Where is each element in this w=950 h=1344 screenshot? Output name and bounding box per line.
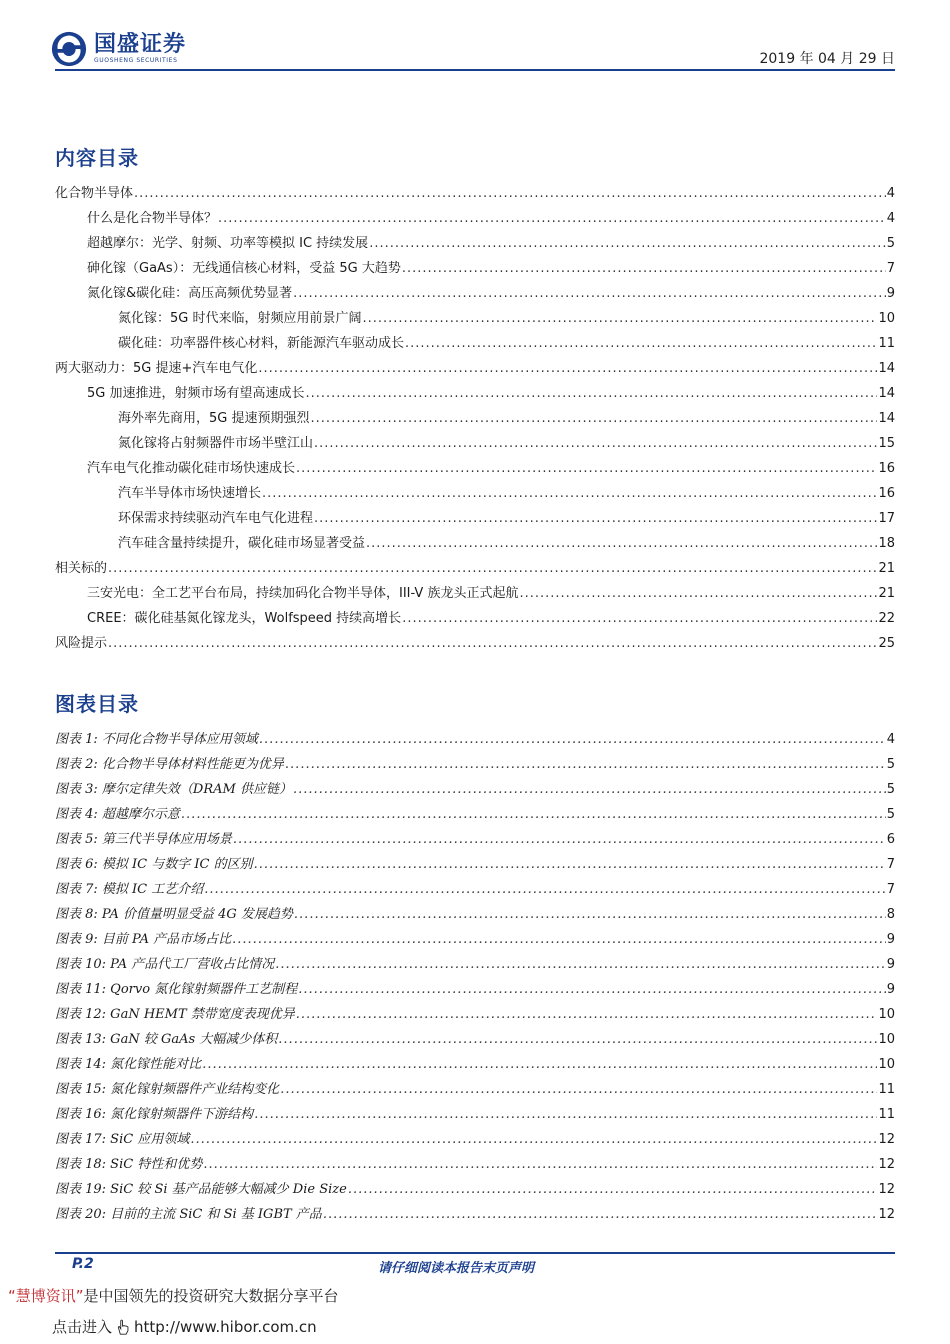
- dot-leader: [323, 1207, 878, 1222]
- figure-entry[interactable]: [55, 1053, 895, 1078]
- entry-title: 图表 9: 目前 PA 产品市场占比: [55, 932, 232, 947]
- dot-leader: [258, 361, 877, 376]
- dot-leader: [285, 757, 886, 772]
- dot-leader: [259, 732, 886, 747]
- figure-entry[interactable]: [55, 1078, 895, 1103]
- figure-entry[interactable]: [55, 1028, 895, 1053]
- dot-leader: [134, 186, 886, 201]
- entry-title: 氮化镓：5G 时代来临，射频应用前景广阔: [118, 311, 362, 326]
- figure-entry[interactable]: [55, 828, 895, 853]
- entry-page-number: 4: [886, 211, 895, 226]
- figure-entry[interactable]: [55, 1178, 895, 1203]
- dot-leader: [202, 1057, 877, 1072]
- entry-page-number: 16: [878, 486, 895, 501]
- entry-title: 图表 18: SiC 特性和优势: [55, 1157, 203, 1172]
- entry-page-number: 14: [878, 361, 895, 376]
- brand-name-cn: 国盛证券: [94, 32, 187, 57]
- entry-page-number: 12: [878, 1207, 895, 1222]
- dot-leader: [519, 586, 877, 601]
- entry-page-number: 21: [878, 586, 895, 601]
- entry-title: 汽车硅含量持续提升，碳化硅市场显著受益: [118, 536, 366, 551]
- entry-title: 图表 14: 氮化镓性能对比: [55, 1057, 202, 1072]
- dot-leader: [108, 561, 877, 576]
- entry-title: 5G 加速推进，射频市场有望高速成长: [87, 386, 305, 401]
- watermark-url-link[interactable]: http://www.hibor.com.cn: [134, 1317, 317, 1336]
- figure-entry[interactable]: [55, 803, 895, 828]
- entry-title: 汽车半导体市场快速增长: [118, 486, 262, 501]
- entry-page-number: 7: [886, 261, 895, 276]
- entry-title: 图表 12: GaN HEMT 禁带宽度表现优异: [55, 1007, 295, 1022]
- toc-entry[interactable]: [55, 232, 895, 257]
- figure-entry[interactable]: [55, 1153, 895, 1178]
- entry-page-number: 4: [886, 732, 895, 747]
- toc-entry[interactable]: [55, 332, 895, 357]
- entry-title: 图表 2: 化合物半导体材料性能更为优异: [55, 757, 284, 772]
- entry-page-number: 9: [886, 286, 895, 301]
- toc-entry[interactable]: [55, 482, 895, 507]
- entry-title: 超越摩尔：光学、射频、功率等模拟 IC 持续发展: [87, 236, 369, 251]
- toc-entry[interactable]: [55, 357, 895, 382]
- entry-page-number: 7: [886, 882, 895, 897]
- entry-page-number: 11: [878, 336, 895, 351]
- watermark-line-1: [8, 1285, 339, 1306]
- dot-leader: [254, 857, 886, 872]
- dot-leader: [218, 211, 886, 226]
- entry-title: 砷化镓（GaAs）：无线通信核心材料，受益 5G 大趋势: [87, 261, 401, 276]
- contents-title: 内容目录: [55, 146, 139, 170]
- entry-page-number: 7: [886, 857, 895, 872]
- entry-title: 氮化镓&碳化硅：高压高频优势显著: [87, 286, 293, 301]
- figure-entry[interactable]: [55, 928, 895, 953]
- entry-page-number: 18: [878, 536, 895, 551]
- entry-title: 图表 16: 氮化镓射频器件下游结构: [55, 1107, 254, 1122]
- report-date: 2019 年 04 月 29 日: [759, 51, 895, 67]
- entry-page-number: 10: [878, 311, 895, 326]
- entry-page-number: 11: [878, 1107, 895, 1122]
- entry-title: 风险提示: [55, 636, 108, 651]
- entry-page-number: 14: [878, 386, 895, 401]
- brand-name-en: GUOSHENG SECURITIES: [94, 57, 178, 64]
- entry-title: 图表 19: SiC 较 Si 基产品能够大幅减少 Die Size: [55, 1182, 347, 1197]
- entry-page-number: 5: [886, 236, 895, 251]
- figure-entry[interactable]: [55, 1203, 895, 1228]
- entry-title: 图表 4: 超越摩尔示意: [55, 807, 180, 822]
- dot-leader: [203, 1157, 877, 1172]
- dot-leader: [294, 907, 886, 922]
- figure-entry[interactable]: [55, 753, 895, 778]
- footer-divider: [55, 1252, 895, 1254]
- watermark-text: 是中国领先的投资研究大数据分享平台: [83, 1287, 339, 1305]
- figure-entry[interactable]: [55, 1003, 895, 1028]
- entry-page-number: 6: [886, 832, 895, 847]
- entry-page-number: 9: [886, 982, 895, 997]
- entry-page-number: 11: [878, 1082, 895, 1097]
- entry-page-number: 8: [886, 907, 895, 922]
- entry-title: 图表 11: Qorvo 氮化镓射频器件工艺制程: [55, 982, 298, 997]
- contents-list: [55, 182, 895, 657]
- figures-list: [55, 728, 895, 1228]
- watermark-brand: “慧博资讯”: [8, 1287, 84, 1305]
- figure-entry[interactable]: [55, 878, 895, 903]
- dot-leader: [204, 882, 885, 897]
- entry-page-number: 15: [878, 436, 895, 451]
- toc-entry[interactable]: [55, 307, 895, 332]
- figures-title: 图表目录: [55, 692, 139, 716]
- dot-leader: [233, 832, 886, 847]
- toc-entry[interactable]: [55, 557, 895, 582]
- entry-page-number: 10: [878, 1057, 895, 1072]
- figure-entry[interactable]: [55, 903, 895, 928]
- entry-title: CREE：碳化硅基氮化镓龙头，Wolfspeed 持续高增长: [87, 611, 402, 626]
- entry-page-number: 12: [878, 1157, 895, 1172]
- figure-entry[interactable]: [55, 853, 895, 878]
- dot-leader: [181, 807, 886, 822]
- dot-leader: [402, 261, 886, 276]
- entry-title: 图表 10: PA 产品代工厂营收占比情况: [55, 957, 275, 972]
- entry-page-number: 5: [886, 807, 895, 822]
- dot-leader: [298, 982, 886, 997]
- dot-leader: [293, 286, 886, 301]
- entry-title: 什么是化合物半导体？: [87, 211, 218, 226]
- toc-entry[interactable]: [55, 582, 895, 607]
- toc-entry[interactable]: [55, 382, 895, 407]
- header-divider: [55, 69, 895, 71]
- dot-leader: [369, 236, 886, 251]
- entry-title: 海外率先商用，5G 提速预期强烈: [118, 411, 310, 426]
- entry-page-number: 14: [878, 411, 895, 426]
- entry-page-number: 22: [878, 611, 895, 626]
- dot-leader: [275, 957, 885, 972]
- entry-title: 图表 6: 模拟 IC 与数字 IC 的区别: [55, 857, 253, 872]
- page-number: P.2: [72, 1256, 94, 1272]
- dot-leader: [314, 436, 877, 451]
- toc-entry[interactable]: [55, 207, 895, 232]
- entry-title: 图表 7: 模拟 IC 工艺介绍: [55, 882, 204, 897]
- dot-leader: [262, 486, 877, 501]
- entry-page-number: 4: [886, 186, 895, 201]
- entry-title: 汽车电气化推动碳化硅市场快速成长: [87, 461, 296, 476]
- dot-leader: [402, 611, 877, 626]
- toc-entry[interactable]: [55, 607, 895, 632]
- entry-title: 图表 20: 目前的主流 SiC 和 Si 基 IGBT 产品: [55, 1207, 322, 1222]
- entry-title: 图表 3: 摩尔定律失效（DRAM 供应链）: [55, 782, 292, 797]
- watermark-link-prefix: 点击进入: [52, 1318, 113, 1336]
- dot-leader: [305, 386, 877, 401]
- entry-page-number: 12: [878, 1182, 895, 1197]
- company-logo: [50, 30, 186, 68]
- toc-entry[interactable]: [55, 182, 895, 207]
- toc-entry[interactable]: [55, 507, 895, 532]
- dot-leader: [108, 636, 877, 651]
- pointing-hand-icon: [114, 1318, 132, 1336]
- entry-page-number: 9: [886, 932, 895, 947]
- entry-title: 三安光电：全工艺平台布局，持续加码化合物半导体，III-V 族龙头正式起航: [87, 586, 519, 601]
- dot-leader: [296, 461, 877, 476]
- entry-page-number: 25: [878, 636, 895, 651]
- toc-entry[interactable]: [55, 257, 895, 282]
- entry-title: 图表 8: PA 价值量明显受益 4G 发展趋势: [55, 907, 293, 922]
- dot-leader: [293, 782, 886, 797]
- entry-title: 环保需求持续驱动汽车电气化进程: [118, 511, 314, 526]
- entry-page-number: 9: [886, 957, 895, 972]
- entry-page-number: 5: [886, 782, 895, 797]
- dot-leader: [405, 336, 877, 351]
- entry-title: 图表 17: SiC 应用领域: [55, 1132, 190, 1147]
- entry-page-number: 5: [886, 757, 895, 772]
- toc-entry[interactable]: [55, 532, 895, 557]
- entry-page-number: 17: [878, 511, 895, 526]
- toc-entry[interactable]: [55, 282, 895, 307]
- entry-title: 化合物半导体: [55, 186, 134, 201]
- figure-entry[interactable]: [55, 1128, 895, 1153]
- dot-leader: [190, 1132, 877, 1147]
- dot-leader: [232, 932, 886, 947]
- watermark-line-2[interactable]: [52, 1316, 317, 1337]
- guosheng-logo-icon: [50, 30, 88, 68]
- dot-leader: [278, 1032, 877, 1047]
- figure-entry[interactable]: [55, 1103, 895, 1128]
- entry-page-number: 21: [878, 561, 895, 576]
- dot-leader: [348, 1182, 878, 1197]
- dot-leader: [254, 1107, 877, 1122]
- dot-leader: [280, 1082, 877, 1097]
- toc-entry[interactable]: [55, 432, 895, 457]
- entry-title: 图表 13: GaN 较 GaAs 大幅减少体积: [55, 1032, 278, 1047]
- entry-page-number: 10: [878, 1032, 895, 1047]
- entry-page-number: 10: [878, 1007, 895, 1022]
- entry-title: 图表 5: 第三代半导体应用场景: [55, 832, 232, 847]
- entry-title: 相关标的: [55, 561, 108, 576]
- figure-entry[interactable]: [55, 953, 895, 978]
- entry-title: 两大驱动力：5G 提速+汽车电气化: [55, 361, 258, 376]
- entry-title: 图表 15: 氮化镓射频器件产业结构变化: [55, 1082, 280, 1097]
- dot-leader: [296, 1007, 878, 1022]
- toc-entry[interactable]: [55, 457, 895, 482]
- toc-entry[interactable]: [55, 632, 895, 657]
- disclaimer-note: 请仔细阅读本报告末页声明: [378, 1261, 535, 1276]
- entry-title: 氮化镓将占射频器件市场半壁江山: [118, 436, 314, 451]
- dot-leader: [310, 411, 877, 426]
- entry-page-number: 12: [878, 1132, 895, 1147]
- entry-title: 碳化硅：功率器件核心材料，新能源汽车驱动成长: [118, 336, 405, 351]
- entry-page-number: 16: [878, 461, 895, 476]
- toc-entry[interactable]: [55, 407, 895, 432]
- entry-title: 图表 1: 不同化合物半导体应用领域: [55, 732, 258, 747]
- figure-entry[interactable]: [55, 728, 895, 753]
- dot-leader: [362, 311, 877, 326]
- dot-leader: [366, 536, 877, 551]
- figure-entry[interactable]: [55, 778, 895, 803]
- dot-leader: [314, 511, 877, 526]
- figure-entry[interactable]: [55, 978, 895, 1003]
